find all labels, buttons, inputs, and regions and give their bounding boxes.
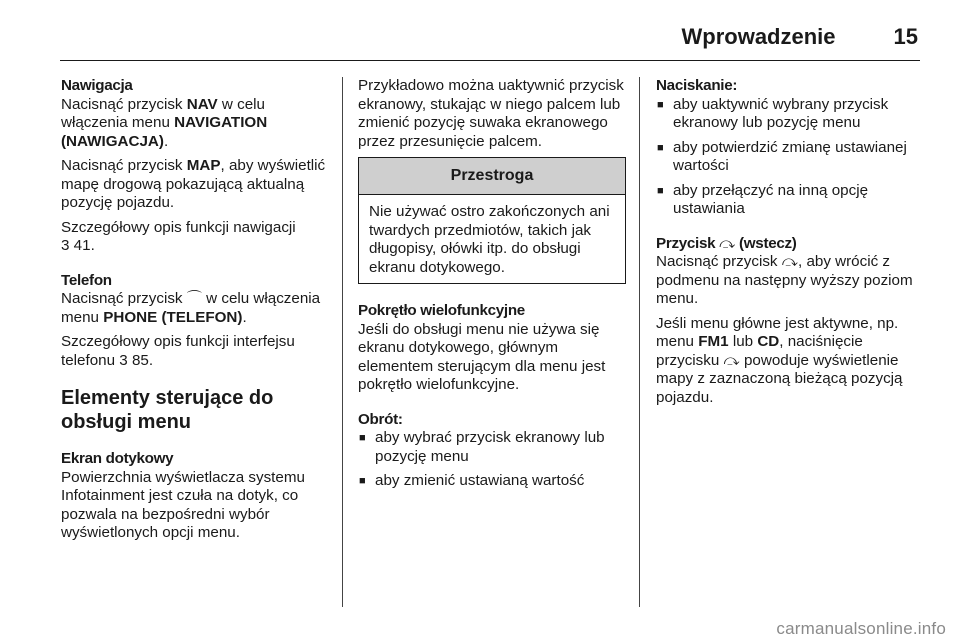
nav-key-label: NAV xyxy=(186,95,218,113)
list-item: ■ aby potwierdzić zmianę ustawianej wartości xyxy=(656,139,926,176)
back-arrow-icon: ⤼ xyxy=(781,253,798,270)
column-divider-1 xyxy=(342,77,343,607)
text: Szczegółowy opis funkcji nawigacji xyxy=(61,218,296,236)
press-heading: Naciskanie: xyxy=(656,77,738,94)
navigation-heading: Nawigacja xyxy=(61,77,133,94)
back-paragraph-1 xyxy=(656,253,926,309)
section-heading: Elementy sterujące do obsługi menu xyxy=(61,387,274,433)
turn-heading: Obrót: xyxy=(358,410,403,428)
page-reference-icon: 3 xyxy=(119,351,128,369)
watermark: carmanualsonline.info xyxy=(776,619,946,638)
list-item: ■ aby wybrać przycisk ekranowy lub pozycję menu xyxy=(358,429,626,466)
navigation-menu-label: NAVIGATION (NAWIGACJA) xyxy=(61,114,268,150)
phone-paragraph-2 xyxy=(61,333,326,370)
turn-list xyxy=(358,429,626,491)
text: lub xyxy=(728,333,758,350)
touchscreen-heading: Ekran dotykowy xyxy=(61,450,174,467)
text: , naciśnięcie przycisku xyxy=(656,333,863,369)
navigation-paragraph-2 xyxy=(61,157,326,213)
text: Nacisnąć przycisk xyxy=(61,95,187,113)
column-3 xyxy=(656,77,926,413)
text: Jeśli menu główne jest aktywne, np. menu xyxy=(656,314,899,350)
page-header xyxy=(60,14,918,60)
back-arrow-icon: ⤼ xyxy=(723,351,740,369)
list-item: ■ aby uaktywnić wybrany przycisk ekranowy lub pozycję menu xyxy=(656,96,926,133)
navigation-paragraph-3 xyxy=(61,219,326,256)
text: . xyxy=(242,308,247,326)
back-paragraph-2 xyxy=(656,315,926,408)
text: , aby wrócić z podmenu na następny wyższy poziom menu. xyxy=(656,253,913,307)
text: w celu włączenia menu xyxy=(61,95,265,131)
text: , aby wyświetlić mapę drogową pokazującą aktualną pozycję pojazdu. xyxy=(61,157,326,211)
navigation-paragraph-1 xyxy=(61,96,326,152)
map-key-label: MAP xyxy=(186,157,221,174)
fm1-label: FM1 xyxy=(698,333,729,350)
phone-heading: Telefon xyxy=(61,271,112,289)
caution-text: Nie używać ostro zakończonych ani twardych przedmiotów, takich jak długopisy, ołówki itp. do obsługi ekranu dotykowego. xyxy=(369,203,610,276)
text: (wstecz) xyxy=(735,234,797,252)
caution-title: Przestroga xyxy=(359,158,625,195)
back-arrow-icon: ⤼ xyxy=(719,234,736,252)
caution-box xyxy=(358,157,626,284)
page-reference-icon: 3 xyxy=(61,237,70,254)
text: Szczegółowy opis funkcji interfejsu telefonu xyxy=(61,333,295,369)
text: Przycisk xyxy=(656,234,720,252)
intro-paragraph: Przykładowo można uaktywnić przycisk ekranowy, stukając w niego palcem lub zmienić pozycję suwaka ekranowego przez przesunięcie palcem. xyxy=(358,77,624,150)
text: w celu włączenia menu xyxy=(61,290,321,326)
text: Nacisnąć przycisk xyxy=(61,157,187,174)
page-reference: 85. xyxy=(127,351,154,369)
press-list xyxy=(656,96,926,219)
page-reference: 41. xyxy=(69,237,95,254)
column-2 xyxy=(358,77,626,497)
phone-paragraph-1 xyxy=(61,290,326,327)
column-divider-2 xyxy=(639,77,640,607)
phone-icon: ⌒ xyxy=(186,290,202,307)
text: powoduje wyświetlenie mapy z zaznaczoną bieżącą pozycją pojazdu. xyxy=(656,351,903,406)
phone-menu-label: PHONE (TELEFON) xyxy=(103,308,243,326)
knob-paragraph: Jeśli do obsługi menu nie używa się ekranu dotykowego, głównym elementem sterującym dla menu jest pokrętło wielofunkcyjne. xyxy=(358,320,606,393)
knob-heading: Pokrętło wielofunkcyjne xyxy=(358,302,525,319)
cd-label: CD xyxy=(757,333,780,350)
back-button-heading xyxy=(656,235,926,254)
touchscreen-paragraph: Powierzchnia wyświetlacza systemu Infotainment jest czuła na dotyk, co pozwala na bezpośredni wybór wyświetlonych opcji menu. xyxy=(61,468,305,541)
header-rule xyxy=(60,60,920,61)
list-item: ■ aby przełączyć na inną opcję ustawiania xyxy=(656,182,926,219)
text: Nacisnąć przycisk xyxy=(656,253,782,270)
page-title: Wprowadzenie xyxy=(681,24,836,49)
text: . xyxy=(163,132,169,150)
column-1 xyxy=(61,77,326,549)
text: Nacisnąć przycisk xyxy=(61,290,187,307)
page-number: 15 xyxy=(893,24,918,49)
list-item: ■ aby zmienić ustawianą wartość xyxy=(358,472,626,491)
